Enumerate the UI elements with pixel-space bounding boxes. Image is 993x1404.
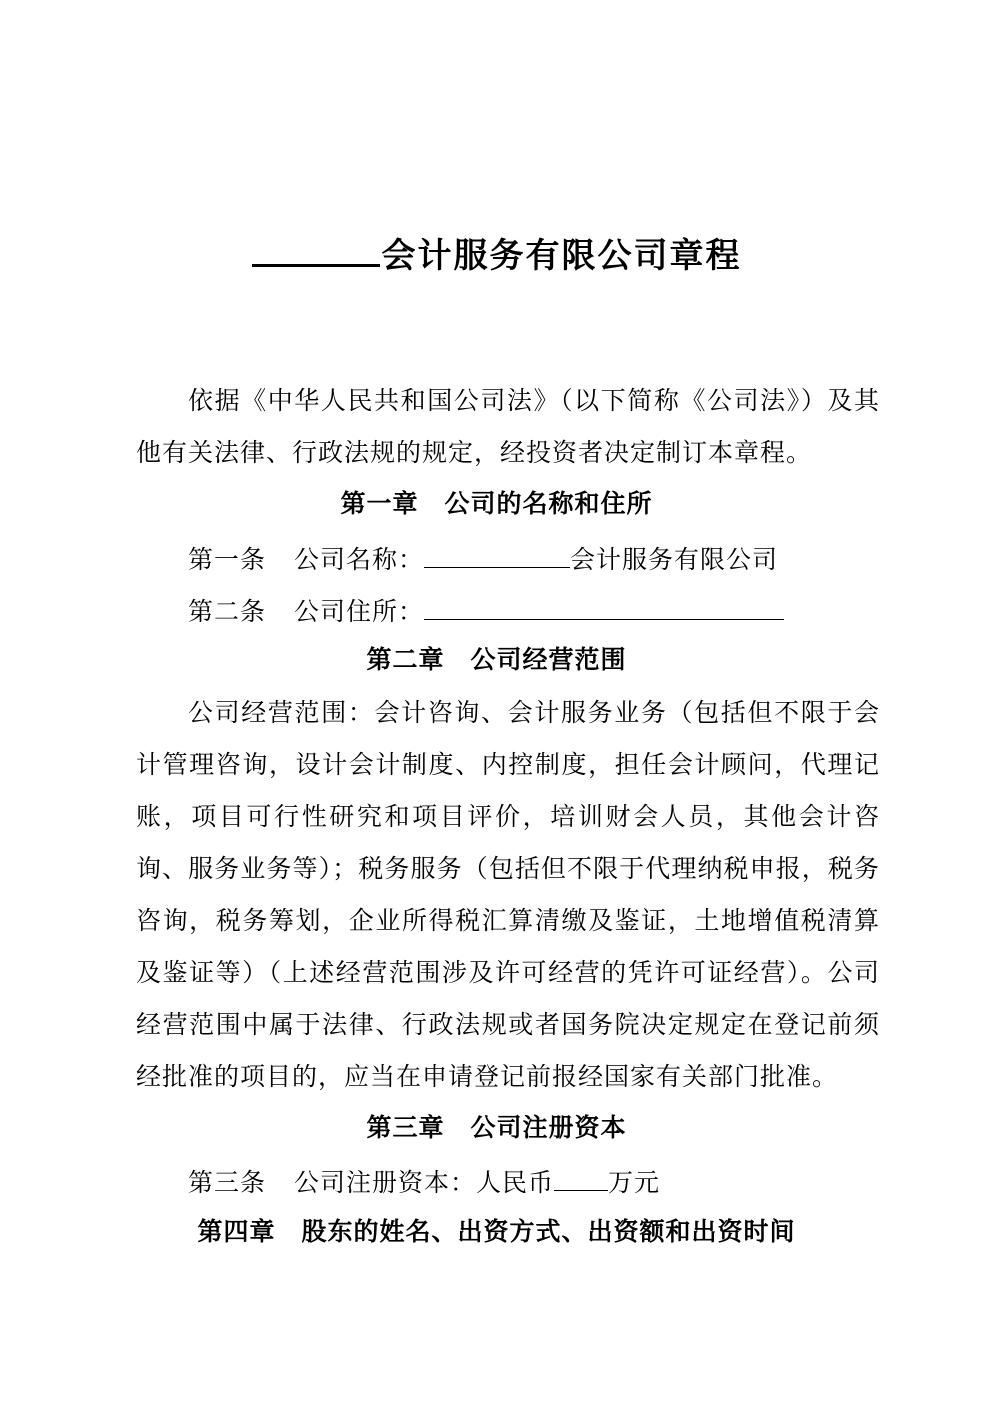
chapter-1-heading: 第一章 公司的名称和住所: [340, 489, 653, 518]
business-scope-paragraph: 公司经营范围：会计咨询、会计服务业务（包括但不限于会计管理咨询，设计会计制度、内控制度，担任会计顾问，代理记账，项目可行性研究和项目评价，培训财会人员，其他会计咨询、服务业务等）；税务服务（包括但不限于代理纳税申报，税务咨询，税务筹划，企业所得税汇算清缴及鉴证，土地增值税清算及鉴证等）（上述经营范围涉及许可经营的凭许可证经营）。公司经营范围中属于法律、行政法规或者国务院决定规定在登记前须经批准的项目的，应当在申请登记前报经国家有关部门批准。: [136, 698, 880, 1091]
chapter-2-heading: 第二章 公司经营范围: [366, 645, 627, 674]
registered-capital-underline: [554, 1160, 608, 1191]
article-1-suffix: 会计服务有限公司: [570, 545, 779, 574]
article-3: [188, 1160, 660, 1203]
article-3-number: 第三条: [188, 1168, 267, 1197]
article-2-label: 公司住所：: [294, 597, 425, 626]
company-address-underline: [424, 589, 784, 620]
document-title-text: 会计服务有限公司章程: [381, 236, 742, 276]
chapter-4-heading: 第四章 股东的姓名、出资方式、出资额和出资时间: [197, 1217, 796, 1246]
document-title: [0, 228, 993, 283]
article-3-label: 公司注册资本：人民币: [294, 1168, 555, 1197]
company-name-underline: [424, 537, 570, 568]
article-1-label: 公司名称：: [294, 545, 425, 574]
article-1: [188, 537, 778, 580]
article-1-number: 第一条: [188, 545, 267, 574]
chapter-3-heading: 第三章 公司注册资本: [366, 1113, 627, 1142]
article-2: [188, 589, 784, 632]
company-name-blank: [252, 228, 380, 267]
preamble-paragraph: 依据《中华人民共和国公司法》（以下简称《公司法》）及其他有关法律、行政法规的规定，经投资者决定制订本章程。: [136, 386, 880, 467]
article-3-suffix: 万元: [608, 1168, 661, 1197]
article-2-number: 第二条: [188, 597, 267, 626]
